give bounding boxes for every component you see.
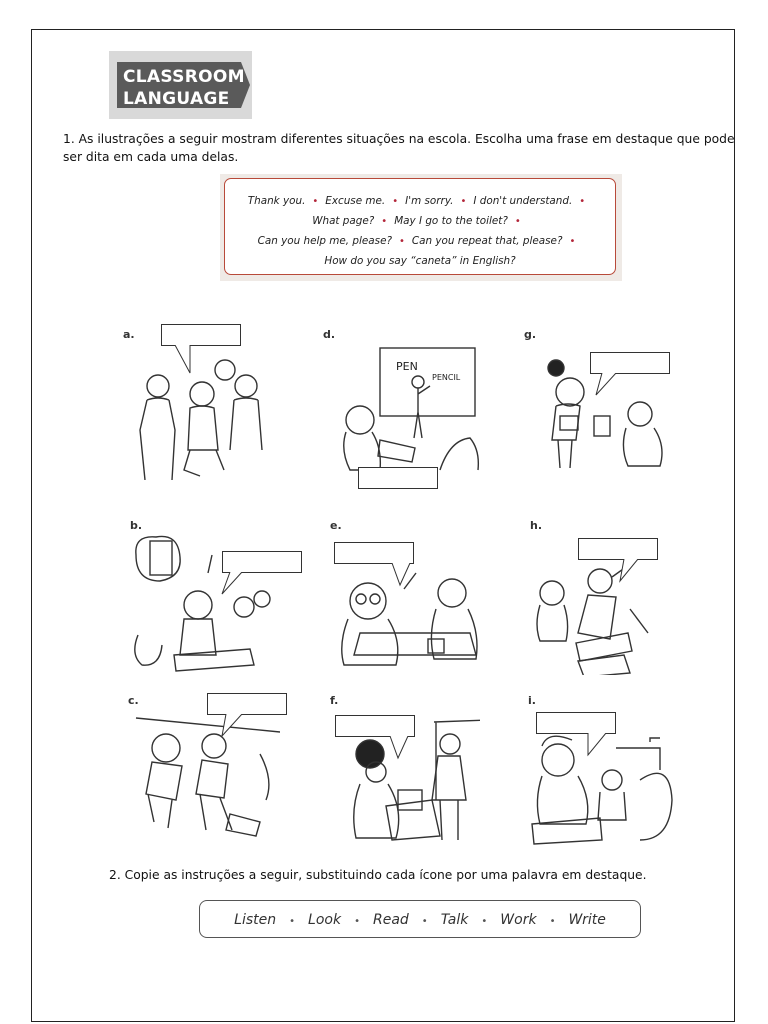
question-1: 1. As ilustrações a seguir mostram diferentes situações na escola. Escolha uma frase em destaque que pode ser dita em cada uma delas. [63, 132, 735, 164]
phrase-box [220, 174, 622, 281]
speech-bubble [335, 715, 415, 737]
illustration-e [320, 515, 480, 675]
illustration-c [120, 690, 280, 850]
logo-line-1: CLASSROOM [123, 67, 245, 87]
phrase: Can you help me, please? [257, 235, 392, 247]
phrase-line-3: Can you help me, please? • Can you repeat that, please? • [257, 235, 576, 247]
illustration-b [120, 515, 280, 675]
illustration-d [320, 320, 480, 480]
illustration-letter: a. [123, 328, 135, 341]
illustration-i [520, 690, 680, 850]
logo-line-2: LANGUAGE [123, 89, 230, 109]
bubble-tail [170, 345, 200, 375]
phrase: I don't understand. [473, 195, 573, 207]
phrase: What page? [312, 215, 375, 227]
speech-bubble [536, 712, 616, 734]
illustration-letter: e. [330, 519, 342, 532]
speech-bubble [207, 693, 287, 715]
svg-text:PEN: PEN [396, 360, 418, 373]
word-talk: Talk [440, 912, 469, 928]
bubble-tail [594, 373, 624, 397]
phrase: Excuse me. [325, 195, 386, 207]
phrase: How do you say “caneta” in English? [324, 255, 516, 267]
speech-bubble [334, 542, 414, 564]
students-exchange-drawing [520, 320, 680, 480]
bubble-tail [584, 733, 614, 757]
illustration-h [520, 515, 680, 675]
illustration-a [120, 320, 280, 480]
bubble-tail [220, 572, 250, 596]
bubble-tail [616, 559, 646, 583]
bubble-tail [220, 714, 250, 738]
illustration-f [320, 690, 480, 850]
illustration-letter: f. [330, 694, 339, 707]
bubble-tail [388, 563, 418, 587]
bubble-tail [386, 736, 416, 760]
phrase: I'm sorry. [405, 195, 454, 207]
illustration-letter: c. [128, 694, 139, 707]
phrase-line-1: Thank you. • Excuse me. • I'm sorry. • I don't understand. • [247, 195, 586, 207]
phrase-line-4 [225, 255, 615, 267]
word-look: Look [308, 912, 342, 928]
word-write: Write [568, 912, 606, 928]
word-work: Work [500, 912, 537, 928]
phrase: May I go to the toilet? [394, 215, 508, 227]
classroom-language-logo [109, 51, 252, 119]
speech-bubble [222, 551, 302, 573]
illustration-letter: b. [130, 519, 143, 532]
speech-bubble [578, 538, 658, 560]
speech-bubble [590, 352, 670, 374]
illustration-letter: h. [530, 519, 543, 532]
board-text [380, 348, 475, 416]
illustration-letter: g. [524, 328, 537, 341]
phrase-line-2: What page? • May I go to the toilet? • [312, 215, 521, 227]
svg-text:PENCIL: PENCIL [432, 373, 461, 382]
illustration-g [520, 320, 680, 480]
phrase: Thank you. [247, 195, 306, 207]
word-box: Listen • Look • Read • Talk • Work • Write [199, 900, 641, 938]
teacher-and-student-drawing [320, 690, 480, 850]
word-read: Read [372, 912, 409, 928]
illustration-letter: i. [528, 694, 536, 707]
phrase-box-inner [224, 178, 616, 275]
phrase: Can you repeat that, please? [411, 235, 563, 247]
speech-bubble [358, 467, 438, 489]
word-listen: Listen [234, 912, 277, 928]
illustration-letter: d. [323, 328, 336, 341]
students-at-table-drawing [320, 515, 480, 675]
speech-bubble [161, 324, 241, 346]
question-2: 2. Copie as instruções a seguir, substituindo cada ícone por uma palavra em destaque. [109, 868, 647, 882]
student-needs-toilet-drawing [120, 515, 280, 675]
